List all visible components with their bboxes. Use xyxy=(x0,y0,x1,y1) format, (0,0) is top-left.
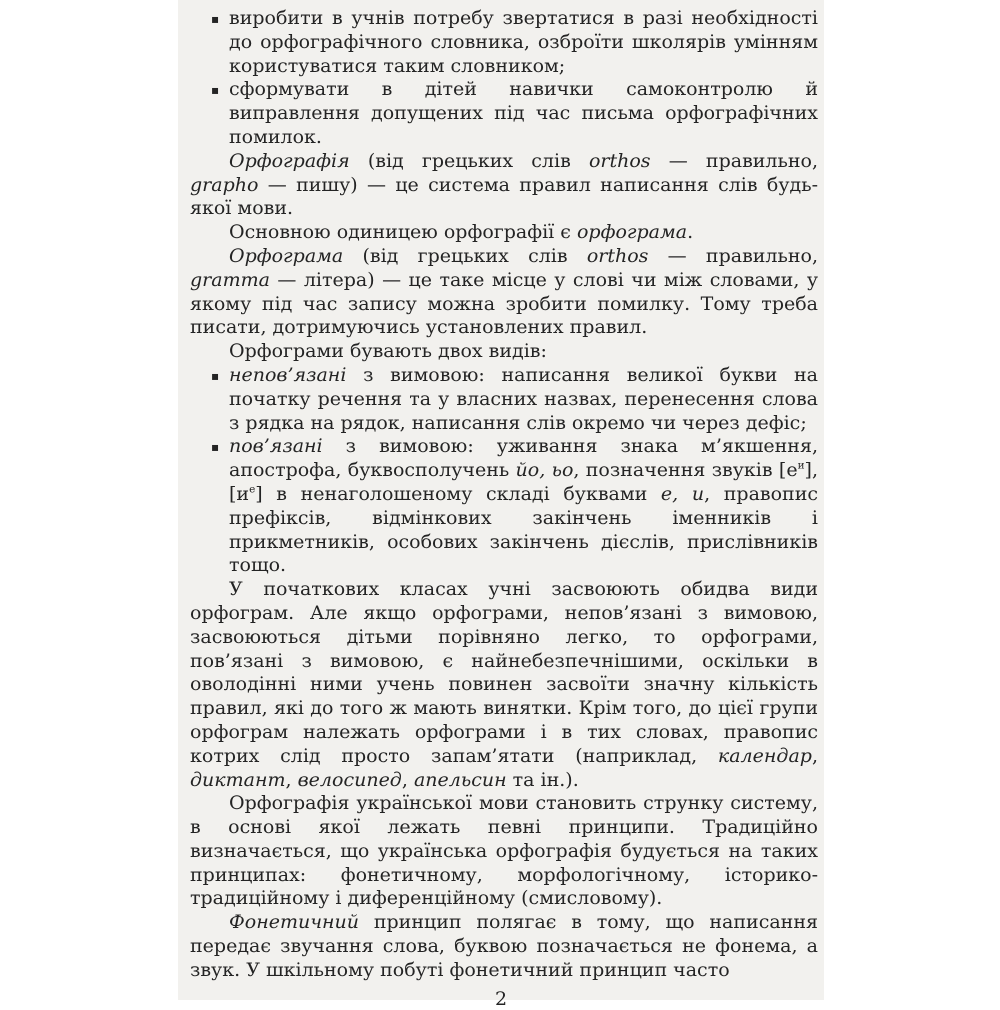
text-run: диктант xyxy=(190,768,286,791)
bullet-marker-icon: ▪ xyxy=(211,12,220,26)
text-run: orthos xyxy=(586,244,649,267)
text-run: , позначення звуків [е xyxy=(573,459,798,482)
bullet-item xyxy=(190,78,818,149)
text-run: Орфографія xyxy=(229,149,350,172)
bullet-marker-icon: ▪ xyxy=(211,440,220,455)
text-run: Орфограми бувають двох видів: xyxy=(229,340,547,363)
text-run: Фонетичний xyxy=(229,911,360,934)
text-run: апельсин xyxy=(413,768,507,791)
text-run: (від грецьких слів xyxy=(349,149,589,172)
text-run: grapho xyxy=(190,173,259,196)
text-run: , xyxy=(401,768,414,791)
text-run: Орфограма xyxy=(229,244,344,267)
text-run: Орфографія української мови становить струнку систему, в основі якої лежать певні принципи. Традиційно визначається, що українська орфографія будується на таких принципах: фонетичному, морфологічному, історико-традиційному і диференційному (смисловому). xyxy=(190,792,818,910)
text-run: gramma xyxy=(190,268,270,291)
text-run: велосипед xyxy=(297,768,402,791)
text-run: и xyxy=(797,459,805,472)
book-page xyxy=(178,0,824,1010)
paragraph xyxy=(190,245,818,340)
text-run: виробити в учнів потребу звертатися в разі необхідності до орфографічного словника, озброїти школярів умінням користуватися таким словником; xyxy=(229,7,818,77)
text-blocks xyxy=(178,0,824,983)
text-run: непов’язані xyxy=(229,363,347,386)
text-run: — правильно, xyxy=(648,244,818,267)
text-run: Основною одиницею орфографії є xyxy=(229,221,577,244)
text-run: . xyxy=(687,221,694,244)
text-run: з вимовою: написання великої букви на початку речення та у власних назвах, перенесення слова з рядка на рядок, написання слів окремо чи через дефіс; xyxy=(229,363,818,434)
paragraph xyxy=(190,150,818,221)
bullet-item xyxy=(190,7,818,78)
text-run: сформувати в дітей навички самоконтролю й виправлення допущених під час письма орфографічних помилок. xyxy=(229,78,818,148)
bullet-marker-icon: ▪ xyxy=(211,83,220,98)
text-run: та ін.). xyxy=(506,768,579,791)
bullet-item xyxy=(190,435,818,578)
text-run: , правопис префіксів, відмінкових закінчень іменників і прикметників, особових закінчень дієслів, прислівників тощо. xyxy=(229,482,818,577)
paragraph xyxy=(190,221,818,245)
text-run: — правильно, xyxy=(650,149,818,172)
page-number: 2 xyxy=(494,987,508,1010)
text-run: йо, ьо xyxy=(515,459,574,482)
paragraph xyxy=(190,578,818,792)
text-run: , xyxy=(285,768,298,791)
bullet-item xyxy=(190,364,818,435)
text-run: е, и xyxy=(660,482,705,505)
text-run: пов’язані xyxy=(229,435,323,458)
text-run: , xyxy=(811,744,818,767)
text-run: — літера) — це таке місце у слові чи між словами, у якому під час запису можна зробити помилку. Тому треба писати, дотримуючись установлених правил. xyxy=(190,268,818,339)
paragraph xyxy=(190,792,818,911)
text-run: з вимовою: уживання знака м’якшення, апострофа, буквосполучень xyxy=(229,435,818,482)
paragraph xyxy=(190,911,818,982)
text-run: принцип полягає в тому, що написання передає звучання слова, буквою позначається не фонема, а звук. У шкільному побуті фонетичний принцип часто xyxy=(190,911,818,981)
text-run: е xyxy=(249,483,256,496)
text-run: ], [и xyxy=(229,459,818,505)
text-run: orthos xyxy=(588,149,651,172)
text-run: — пишу) — це система правил написання слів будь-якої мови. xyxy=(190,173,818,220)
text-run: (від грецьких слів xyxy=(343,244,587,267)
text-run: У початкових класах учні засвоюють обидва види орфограм. Але якщо орфограми, непов’язані з вимовою, засвоюються дітьми порівняно легко, то орфограми, пов’язані з вимовою, є найнебезпечнішими, оскільки в оволодінні ними учень повинен засвоїти значну кількість правил, які до того ж мають винятки. Крім того, до цієї групи орфограм належать орфограми і в тих словах, правопис котрих слід просто запам’ятати (наприклад, xyxy=(190,578,818,767)
text-run: орфограма xyxy=(576,221,688,244)
bullet-marker-icon: ▪ xyxy=(211,368,220,383)
paragraph xyxy=(190,340,818,364)
text-run: календар xyxy=(717,744,812,767)
text-run: ] в ненаголошеному складі буквами xyxy=(255,482,661,505)
